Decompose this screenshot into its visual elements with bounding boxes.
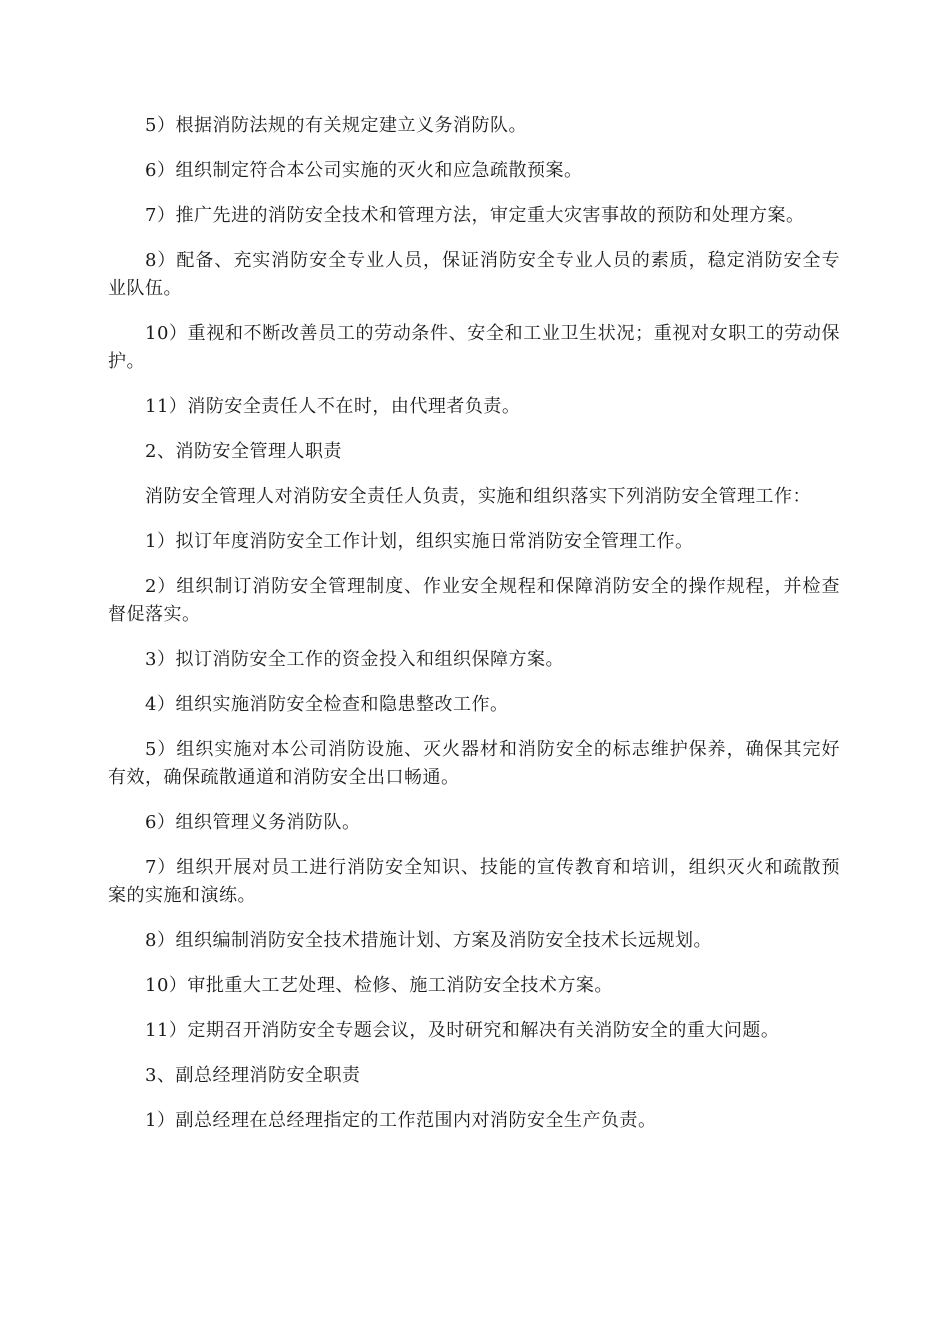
paragraph-manager-1-annual-plan: 1）拟订年度消防安全工作计划，组织实施日常消防安全管理工作。 — [145, 531, 694, 552]
paragraph-duty-5-volunteer-brigade: 5）根据消防法规的有关规定建立义务消防队。 — [145, 115, 527, 136]
section-heading-vice-gm-duties: 3、副总经理消防安全职责 — [145, 1065, 361, 1086]
paragraph-duty-10-working-conditions: 10）重视和不断改善员工的劳动条件、安全和工业卫生状况；重视对女职工的劳动保护。 — [108, 323, 840, 372]
paragraph-manager-4-inspection: 4）组织实施消防安全检查和隐患整改工作。 — [145, 694, 509, 715]
paragraph-duty-6-evacuation-plan: 6）组织制定符合本公司实施的灭火和应急疏散预案。 — [145, 160, 583, 181]
paragraph-manager-8-technical-plan: 8）组织编制消防安全技术措施计划、方案及消防安全技术长远规划。 — [145, 930, 712, 951]
paragraph-duty-7-safety-techniques: 7）推广先进的消防安全技术和管理方法，审定重大灾害事故的预防和处理方案。 — [145, 205, 805, 226]
paragraph-manager-2-regulations: 2）组织制订消防安全管理制度、作业安全规程和保障消防安全的操作规程，并检查督促落实。 — [108, 576, 840, 625]
paragraph-manager-7-training: 7）组织开展对员工进行消防安全知识、技能的宣传教育和培训，组织灭火和疏散预案的实施和演练。 — [108, 857, 840, 906]
paragraph-duty-11-deputy: 11）消防安全责任人不在时，由代理者负责。 — [145, 396, 521, 417]
paragraph-duty-8-staffing: 8）配备、充实消防安全专业人员，保证消防安全专业人员的素质，稳定消防安全专业队伍。 — [108, 250, 840, 299]
paragraph-manager-5-maintenance: 5）组织实施对本公司消防设施、灭火器材和消防安全的标志维护保养，确保其完好有效，确保疏散通道和消防安全出口畅通。 — [108, 739, 840, 788]
paragraph-manager-11-meetings: 11）定期召开消防安全专题会议，及时研究和解决有关消防安全的重大问题。 — [145, 1020, 780, 1041]
document-body — [108, 112, 840, 1152]
paragraph-manager-3-funding: 3）拟订消防安全工作的资金投入和组织保障方案。 — [145, 649, 564, 670]
paragraph-manager-6-volunteer-brigade: 6）组织管理义务消防队。 — [145, 812, 361, 833]
section-heading-manager-duties: 2、消防安全管理人职责 — [145, 441, 342, 462]
paragraph-vice-gm-1-responsibility: 1）副总经理在总经理指定的工作范围内对消防安全生产负责。 — [145, 1110, 657, 1131]
paragraph-manager-10-approval: 10）审批重大工艺处理、检修、施工消防安全技术方案。 — [145, 975, 613, 996]
paragraph-manager-intro: 消防安全管理人对消防安全责任人负责，实施和组织落实下列消防安全管理工作： — [145, 486, 811, 507]
